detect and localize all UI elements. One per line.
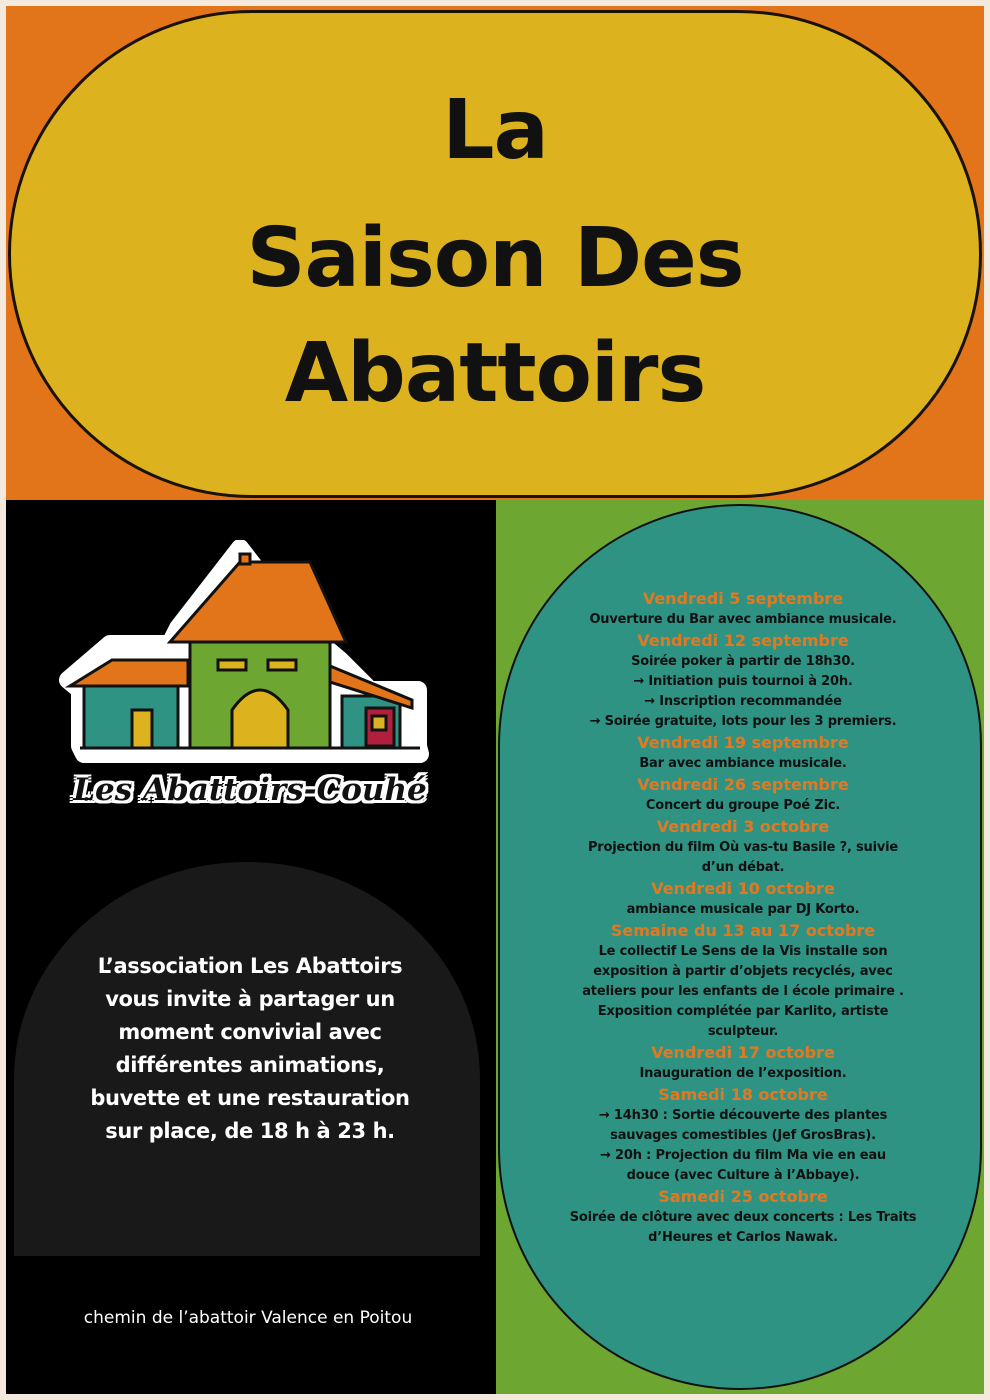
event-description: Le collectif Le Sens de la Vis installe son [598, 944, 888, 959]
event-item [556, 732, 930, 774]
event-date: Vendredi 3 octobre [656, 817, 830, 836]
event-date: Vendredi 5 septembre [642, 589, 844, 608]
invite-text: L’association Les Abattoirs vous invite à partager un moment convivial avec différentes animations, buvette et une restauration sur place, de 18 h à 23 h. [90, 954, 410, 1143]
event-date: Semaine du 13 au 17 octobre [610, 921, 876, 940]
event-description: Soirée poker à partir de 18h30. [631, 654, 855, 669]
event-description: sauvages comestibles (Jef GrosBras). [610, 1128, 876, 1143]
title-line-3: Abattoirs [284, 326, 706, 421]
event-date: Samedi 18 octobre [658, 1085, 828, 1104]
event-item [556, 1084, 930, 1186]
event-date: Vendredi 19 septembre [637, 733, 849, 752]
event-item [556, 920, 930, 1042]
event-description: exposition à partir d’objets recyclés, avec [593, 964, 893, 979]
event-description: Ouverture du Bar avec ambiance musicale. [589, 612, 897, 627]
event-description: → Initiation puis tournoi à 20h. [633, 674, 853, 689]
event-program [556, 588, 930, 1248]
event-date: Vendredi 10 octobre [651, 879, 835, 898]
event-description: Exposition complétée par Karlito, artiste [597, 1004, 889, 1019]
event-description: → Soirée gratuite, lots pour les 3 premiers. [589, 714, 897, 729]
event-description: ateliers pour les enfants de l école primaire . [582, 984, 904, 999]
logo-name: Les Abattoirs-Couhé [73, 772, 427, 808]
event-item [556, 1186, 930, 1248]
event-item [556, 878, 930, 920]
event-description: → 20h : Projection du film Ma vie en eau [600, 1148, 886, 1163]
event-description: Soirée de clôture avec deux concerts : Les Traits [569, 1210, 917, 1225]
association-logo [40, 540, 460, 830]
event-item [556, 816, 930, 878]
event-item [556, 588, 930, 630]
house-logo-icon [40, 540, 460, 772]
event-description: sculpteur. [707, 1024, 779, 1039]
title-line-2: Saison Des [246, 211, 744, 306]
event-date: Vendredi 12 septembre [637, 631, 849, 650]
event-description: Inauguration de l’exposition. [639, 1066, 847, 1081]
event-description: → 14h30 : Sortie découverte des plantes [598, 1108, 888, 1123]
title-line-1: La [442, 83, 548, 178]
event-description: ambiance musicale par DJ Korto. [626, 902, 860, 917]
event-description: Concert du groupe Poé Zic. [645, 798, 841, 813]
event-item [556, 1042, 930, 1084]
event-description: douce (avec Culture à l’Abbaye). [626, 1168, 860, 1183]
event-date: Vendredi 26 septembre [637, 775, 849, 794]
event-description: d’un débat. [701, 860, 785, 875]
event-description: d’Heures et Carlos Nawak. [648, 1230, 838, 1245]
event-date: Samedi 25 octobre [658, 1187, 828, 1206]
address: chemin de l’abattoir Valence en Poitou [83, 1308, 413, 1328]
event-item [556, 774, 930, 816]
title-band [6, 6, 984, 500]
event-item [556, 630, 930, 732]
event-description: Projection du film Où vas-tu Basile ?, suivie [587, 840, 899, 855]
event-description: → Inscription recommandée [644, 694, 842, 709]
title-pill [8, 10, 982, 498]
event-date: Vendredi 17 octobre [651, 1043, 835, 1062]
event-description: Bar avec ambiance musicale. [639, 756, 847, 771]
